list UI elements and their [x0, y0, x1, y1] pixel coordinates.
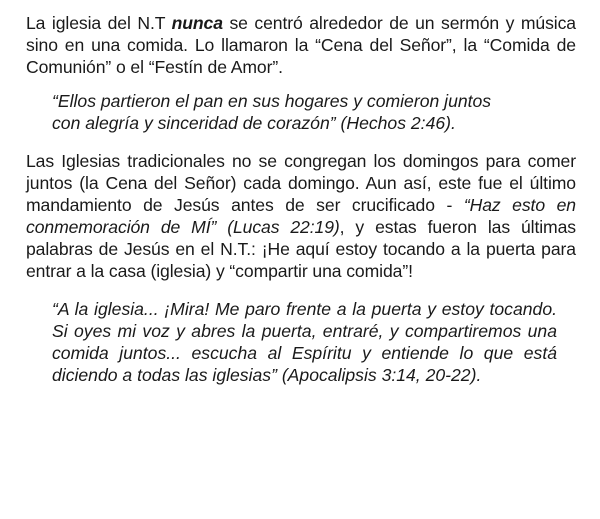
- quote-apocalipsis: “A la iglesia... ¡Mira! Me paro frente a la puerta y estoy tocando. Si oyes mi voz y abres la puerta, entraré, y compartiremos una comida juntos... escucha al Espíritu y entiende lo que está diciendo a todas las iglesias” (Apocalipsis 3:14, 20-22).: [52, 299, 557, 385]
- paragraph-iglesias-text-start: Las Iglesias tradicionales no se congregan los domingos para comer juntos (la Cena del Señor) cada domingo. Aun así, este fue el último mandamiento de Jesús antes de ser crucificado -: [26, 151, 576, 215]
- paragraph-iglesias: [26, 150, 576, 282]
- paragraph-iglesias-text-end: , y estas fueron las últimas palabras de Jesús en el N.T.: ¡He aquí estoy tocando a la puerta para entrar a la casa (iglesia) y “compartir una comida”!: [26, 217, 576, 281]
- paragraph-intro-emphasis: nunca: [171, 13, 223, 33]
- paragraph-iglesias-emphasis: “Haz esto en conmemoración de MÍ” (Lucas 22:19): [26, 195, 576, 237]
- quote-hechos: “Ellos partieron el pan en sus hogares y comieron juntos con alegría y sinceridad de corazón” (Hechos 2:46).: [52, 91, 492, 133]
- paragraph-intro: [26, 12, 576, 78]
- paragraph-intro-text-start: La iglesia del N.T: [26, 13, 172, 33]
- document-page: [26, 12, 576, 386]
- paragraph-intro-text-end: se centró alrededor de un sermón y música sino en una comida. Lo llamaron la “Cena del Señor”, la “Comida de Comunión” o el “Festín de Amor”.: [26, 13, 576, 77]
